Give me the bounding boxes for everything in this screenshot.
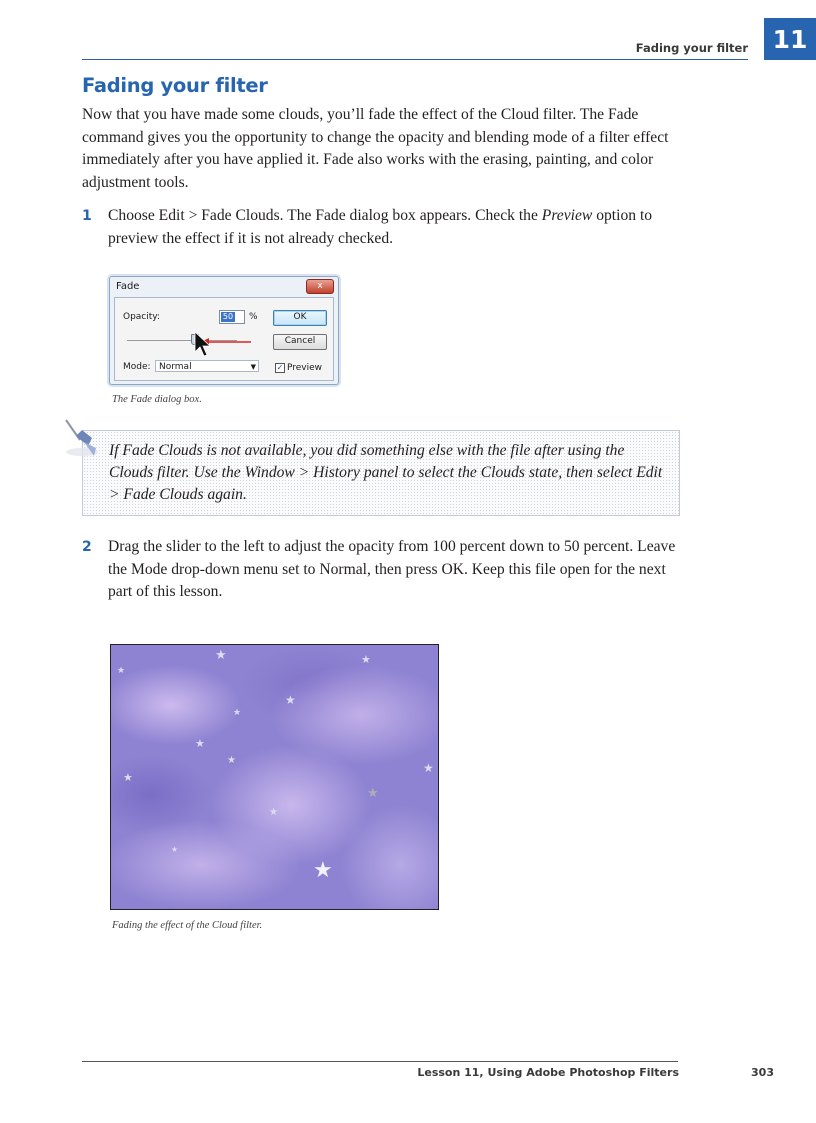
star-icon: ★: [123, 772, 133, 784]
note-box: [82, 430, 680, 516]
star-icon: ★: [313, 857, 333, 882]
footer-rule: [82, 1061, 678, 1062]
intro-paragraph: Now that you have made some clouds, you’ll fade the effect of the Cloud filter. The Fade command gives you the opportunity to change the opacity and blending mode of a filter effect immediately after you have applied it. Fade also works with the erasing, painting, and color adjustment tools.: [82, 106, 669, 191]
star-icon: ★: [361, 654, 371, 666]
section-title: Fading your filter: [82, 74, 268, 97]
header-rule: [82, 59, 748, 60]
running-header: Fading your filter: [635, 41, 748, 55]
preview-label: Preview: [287, 363, 323, 373]
star-icon: ★: [367, 785, 379, 800]
star-icon: ★: [269, 807, 278, 818]
star-icon: ★: [215, 647, 227, 662]
step-text: Drag the slider to the left to adjust the opacity from 100 percent down to 50 percent. Leave the Mode drop-down menu set to Normal, then press OK. Keep this file open for the next part of this lesson.: [108, 538, 676, 600]
step-number: 2: [82, 539, 92, 555]
faded-clouds-image: [110, 644, 439, 910]
star-icon: ★: [227, 755, 236, 766]
close-button[interactable]: x: [306, 279, 334, 294]
step-number: 1: [82, 208, 92, 224]
note-text: If Fade Clouds is not available, you did something else with the file after using the Clouds filter. Use the Window > History panel to select the Clouds state, then select Edit > Fade Clouds again.: [109, 442, 663, 503]
chevron-down-icon: ▼: [250, 363, 256, 371]
opacity-label: Opacity:: [123, 312, 160, 322]
star-icon: ★: [195, 738, 205, 750]
star-icon: ★: [285, 693, 296, 707]
star-icon: ★: [171, 845, 179, 854]
star-icon: ★: [423, 761, 434, 775]
page-number: 303: [751, 1066, 774, 1079]
mode-label: Mode:: [123, 362, 151, 372]
ok-button[interactable]: OK: [273, 310, 327, 326]
star-icon: ★: [233, 707, 242, 717]
preview-emphasis: Preview: [541, 207, 593, 224]
pushpin-icon: [58, 416, 102, 464]
image-caption: Fading the effect of the Cloud filter.: [112, 920, 263, 931]
fade-dialog: [109, 276, 339, 385]
star-icon: ★: [117, 665, 126, 675]
dialog-body: [114, 297, 334, 381]
mode-dropdown[interactable]: [155, 360, 259, 372]
mode-value: Normal: [159, 362, 192, 372]
preview-checkbox[interactable]: ✓: [276, 363, 284, 372]
dialog-caption: The Fade dialog box.: [112, 394, 202, 405]
step-text: Choose Edit > Fade Clouds. The Fade dialog box appears. Check the Preview option to preview the effect if it is not already checked.: [108, 207, 653, 247]
footer-lesson: Lesson 11, Using Adobe Photoshop Filters: [417, 1066, 679, 1079]
percent-symbol: %: [249, 312, 258, 322]
cancel-button[interactable]: Cancel: [273, 334, 327, 350]
chapter-tab: 11: [764, 18, 816, 60]
opacity-value: 50: [222, 312, 234, 321]
cursor-icon: [195, 332, 210, 356]
pointer-annotation: [193, 330, 253, 358]
dialog-title: Fade: [116, 281, 140, 292]
opacity-input[interactable]: [219, 310, 245, 324]
